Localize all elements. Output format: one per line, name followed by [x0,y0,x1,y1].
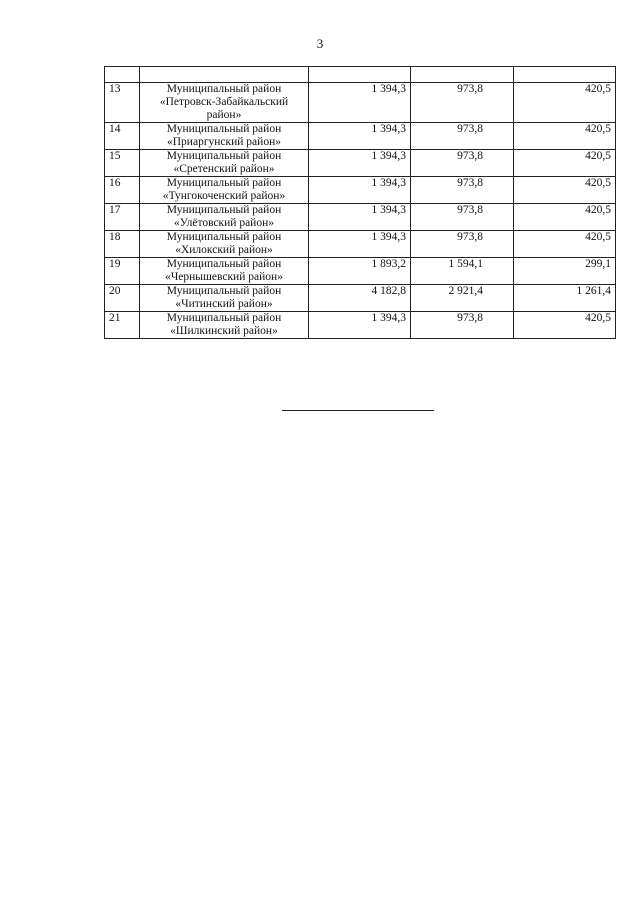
total-value: 1 394,3 [309,312,411,339]
table-row [105,150,616,177]
row-number: 15 [105,150,140,177]
district-name [140,83,309,123]
total-value: 1 394,3 [309,83,411,123]
district-name [140,150,309,177]
total-value: 1 394,3 [309,123,411,150]
page-number: 3 [316,36,324,51]
row-number: 16 [105,177,140,204]
district-name-line: Муниципальный район [166,83,282,95]
district-name-line: «Тунгокоченский район» [162,190,286,202]
district-name-line: «Шилкинский район» [170,325,278,337]
district-name-line: Муниципальный район [166,123,282,135]
district-name [140,123,309,150]
part-one-value: 973,8 [411,312,514,339]
district-name-line: «Хилокский район» [175,244,273,256]
district-name-line: Муниципальный район [166,204,282,216]
district-name-line: «Сретенский район» [173,163,275,175]
row-number: 19 [105,258,140,285]
table-row [105,231,616,258]
district-name-line: Муниципальный район [166,150,282,162]
total-value: 1 893,2 [309,258,411,285]
header-cell-name [140,67,309,83]
district-name [140,204,309,231]
part-two-value: 299,1 [514,258,616,285]
district-name-line: «Улётовский район» [174,217,274,229]
part-two-value: 1 261,4 [514,285,616,312]
part-one-value: 973,8 [411,123,514,150]
district-name-line: «Чернышевский район» [165,271,283,283]
part-two-value: 420,5 [514,83,616,123]
part-one-value: 973,8 [411,83,514,123]
part-one-value: 2 921,4 [411,285,514,312]
part-two-value: 420,5 [514,312,616,339]
district-name-line: «Приаргунский район» [167,136,281,148]
header-cell-v3 [514,67,616,83]
part-two-value: 420,5 [514,204,616,231]
header-cell-v1 [309,67,411,83]
part-one-value: 973,8 [411,204,514,231]
table-row [105,204,616,231]
district-name-line: «Читинский район» [175,298,273,310]
row-number: 20 [105,285,140,312]
district-name-line: Муниципальный район [166,177,282,189]
district-name-line: Муниципальный район [166,312,282,324]
district-name [140,285,309,312]
district-name [140,231,309,258]
total-value: 1 394,3 [309,204,411,231]
header-cell-v2 [411,67,514,83]
data-table [104,66,616,339]
row-number: 14 [105,123,140,150]
part-one-value: 973,8 [411,177,514,204]
district-name-line: Муниципальный район [166,231,282,243]
total-value: 1 394,3 [309,177,411,204]
table-row [105,285,616,312]
part-one-value: 1 594,1 [411,258,514,285]
district-name-line: Муниципальный район [166,285,282,297]
part-one-value: 973,8 [411,150,514,177]
total-value: 4 182,8 [309,285,411,312]
district-name-line: район» [206,109,242,121]
row-number: 18 [105,231,140,258]
district-name-line: Муниципальный район [166,258,282,270]
row-number: 17 [105,204,140,231]
table-row [105,177,616,204]
district-name [140,258,309,285]
table-row [105,83,616,123]
part-two-value: 420,5 [514,123,616,150]
district-name [140,312,309,339]
total-value: 1 394,3 [309,150,411,177]
row-number: 13 [105,83,140,123]
header-cell-num [105,67,140,83]
table-row [105,258,616,285]
table-row [105,312,616,339]
row-number: 21 [105,312,140,339]
part-two-value: 420,5 [514,150,616,177]
district-name [140,177,309,204]
part-two-value: 420,5 [514,177,616,204]
table-row [105,123,616,150]
part-two-value: 420,5 [514,231,616,258]
table-header-row [105,67,616,83]
part-one-value: 973,8 [411,231,514,258]
signature-line [282,410,434,411]
district-name-line: «Петровск-Забайкальский [159,96,289,108]
total-value: 1 394,3 [309,231,411,258]
